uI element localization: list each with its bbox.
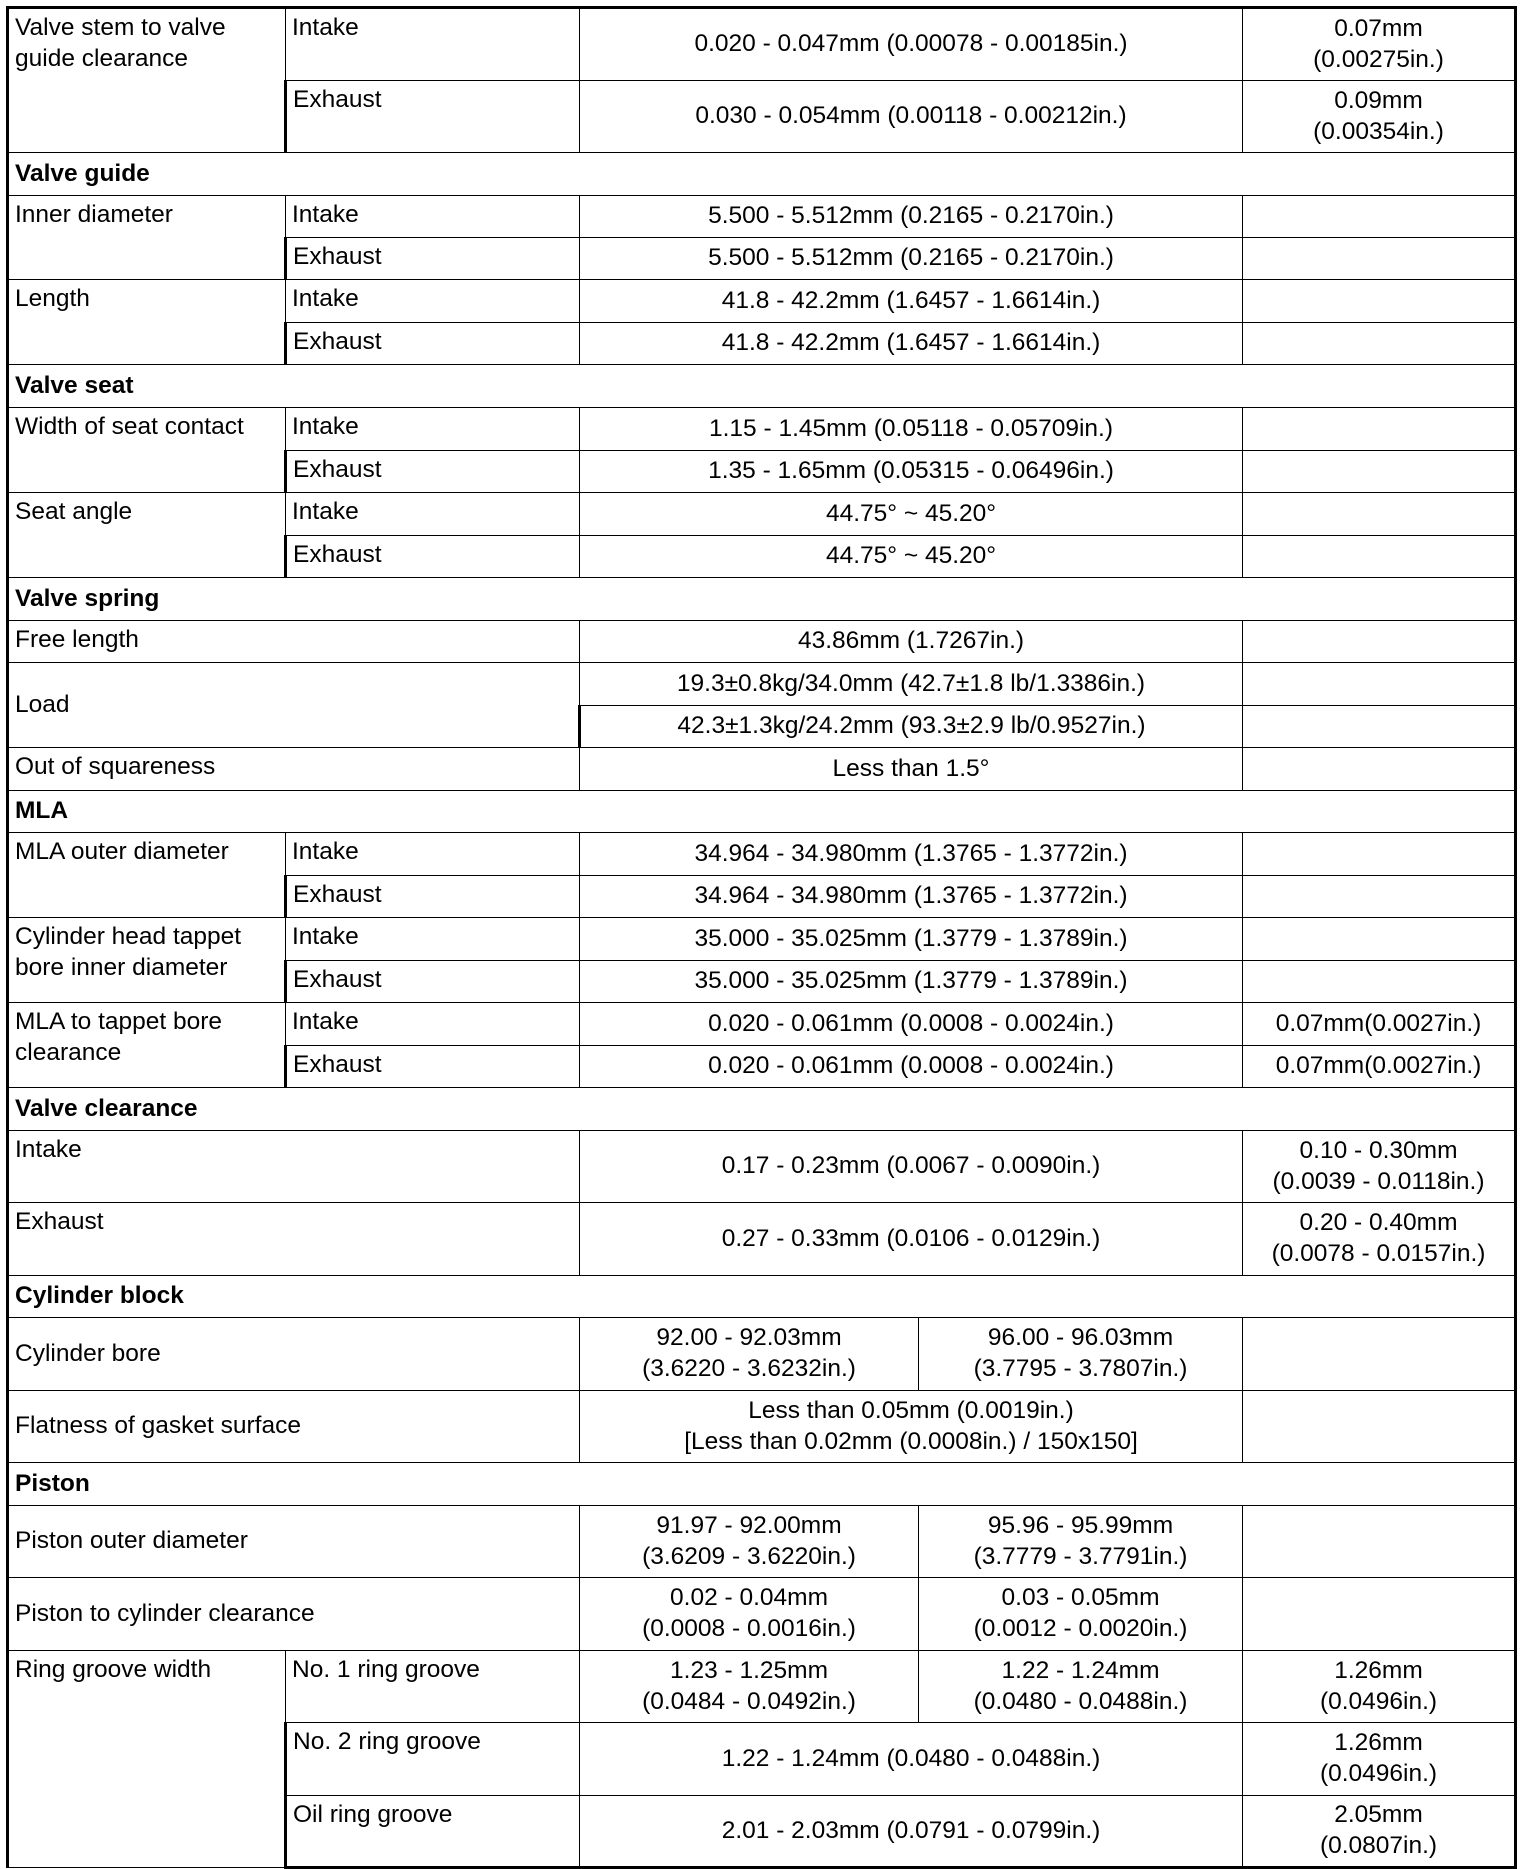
sub-label: Oil ring groove [286, 1796, 580, 1868]
standard-value: 41.8 - 42.2mm (1.6457 - 1.6614in.) [580, 323, 1243, 365]
sub-label: No. 2 ring groove [286, 1723, 580, 1796]
section-header-row [8, 791, 1516, 833]
limit-value: 0.20 - 0.40mm (0.0078 - 0.0157in.) [1243, 1203, 1516, 1276]
sub-label: Intake [286, 280, 580, 323]
row-label: Seat angle [8, 493, 286, 578]
limit-value [1243, 536, 1516, 578]
row-label: MLA to tappet bore clearance [8, 1003, 286, 1088]
standard-value: 0.020 - 0.047mm (0.00078 - 0.00185in.) [580, 8, 1243, 81]
limit-value [1243, 621, 1516, 663]
table-row [8, 748, 1516, 791]
section-header-row [8, 1463, 1516, 1506]
standard-value: 5.500 - 5.512mm (0.2165 - 0.2170in.) [580, 196, 1243, 238]
table-row [8, 833, 1516, 876]
limit-value [1243, 280, 1516, 323]
table-row [8, 918, 1516, 961]
limit-value [1243, 493, 1516, 536]
limit-value [1243, 663, 1516, 706]
standard-value: 19.3±0.8kg/34.0mm (42.7±1.8 lb/1.3386in.) [580, 663, 1243, 706]
limit-value: 0.07mm (0.00275in.) [1243, 8, 1516, 81]
table-row [8, 493, 1516, 536]
limit-value: 1.26mm (0.0496in.) [1243, 1723, 1516, 1796]
row-label: Length [8, 280, 286, 365]
limit-value [1243, 748, 1516, 791]
limit-value: 2.05mm (0.0807in.) [1243, 1796, 1516, 1868]
table-row [8, 196, 1516, 238]
table-row [8, 1391, 1516, 1463]
standard-value: 35.000 - 35.025mm (1.3779 - 1.3789in.) [580, 961, 1243, 1003]
table-row [8, 1506, 1516, 1578]
sub-label: Intake [286, 493, 580, 536]
row-label: Free length [8, 621, 580, 663]
section-header-row [8, 365, 1516, 408]
table-row [8, 1651, 1516, 1723]
limit-value [1243, 1578, 1516, 1651]
limit-value [1243, 196, 1516, 238]
row-label: Load [8, 663, 580, 748]
section-header-piston: Piston [8, 1463, 1516, 1506]
section-header-valve-guide: Valve guide [8, 153, 1516, 196]
sub-label: Intake [286, 196, 580, 238]
section-header-valve-seat: Valve seat [8, 365, 1516, 408]
row-label: Cylinder bore [8, 1318, 580, 1391]
standard-value: 1.23 - 1.25mm (0.0484 - 0.0492in.) [580, 1651, 919, 1723]
limit-value [1243, 451, 1516, 493]
table-row [8, 280, 1516, 323]
table-row [8, 663, 1516, 706]
sub-label: Intake [286, 8, 580, 81]
standard-value: Less than 1.5° [580, 748, 1243, 791]
row-label: Intake [8, 1131, 580, 1203]
limit-value: 1.26mm (0.0496in.) [1243, 1651, 1516, 1723]
sub-label: Intake [286, 408, 580, 451]
row-label: Width of seat contact [8, 408, 286, 493]
limit-value [1243, 961, 1516, 1003]
table-row [8, 1203, 1516, 1276]
standard-value: 42.3±1.3kg/24.2mm (93.3±2.9 lb/0.9527in.) [580, 706, 1243, 748]
section-header-cylinder-block: Cylinder block [8, 1276, 1516, 1318]
section-header-mla: MLA [8, 791, 1516, 833]
table-row [8, 1578, 1516, 1651]
table-row [8, 408, 1516, 451]
row-label: Valve stem to valve guide clearance [8, 8, 286, 153]
sub-label: Exhaust [286, 451, 580, 493]
limit-value [1243, 1391, 1516, 1463]
row-label: Piston outer diameter [8, 1506, 580, 1578]
limit-value [1243, 323, 1516, 365]
limit-value: 0.10 - 0.30mm (0.0039 - 0.0118in.) [1243, 1131, 1516, 1203]
row-label: MLA outer diameter [8, 833, 286, 918]
table-row [8, 8, 1516, 81]
section-header-row [8, 578, 1516, 621]
row-label: Piston to cylinder clearance [8, 1578, 580, 1651]
standard-value: Less than 0.05mm (0.0019in.) [Less than 0.02mm (0.0008in.) / 150x150] [580, 1391, 1243, 1463]
limit-value [1243, 238, 1516, 280]
sub-label: Intake [286, 833, 580, 876]
standard-value: 95.96 - 95.99mm (3.7779 - 3.7791in.) [919, 1506, 1243, 1578]
standard-value: 0.02 - 0.04mm (0.0008 - 0.0016in.) [580, 1578, 919, 1651]
row-label: Exhaust [8, 1203, 580, 1276]
standard-value: 41.8 - 42.2mm (1.6457 - 1.6614in.) [580, 280, 1243, 323]
standard-value: 1.35 - 1.65mm (0.05315 - 0.06496in.) [580, 451, 1243, 493]
standard-value: 2.01 - 2.03mm (0.0791 - 0.0799in.) [580, 1796, 1243, 1868]
sub-label: Exhaust [286, 1046, 580, 1088]
table-row [8, 1131, 1516, 1203]
standard-value: 0.030 - 0.054mm (0.00118 - 0.00212in.) [580, 81, 1243, 153]
standard-value: 91.97 - 92.00mm (3.6209 - 3.6220in.) [580, 1506, 919, 1578]
standard-value: 0.17 - 0.23mm (0.0067 - 0.0090in.) [580, 1131, 1243, 1203]
standard-value: 92.00 - 92.03mm (3.6220 - 3.6232in.) [580, 1318, 919, 1391]
standard-value: 34.964 - 34.980mm (1.3765 - 1.3772in.) [580, 876, 1243, 918]
standard-value: 1.15 - 1.45mm (0.05118 - 0.05709in.) [580, 408, 1243, 451]
sub-label: Exhaust [286, 961, 580, 1003]
table-row [8, 621, 1516, 663]
standard-value: 1.22 - 1.24mm (0.0480 - 0.0488in.) [919, 1651, 1243, 1723]
limit-value: 0.09mm (0.00354in.) [1243, 81, 1516, 153]
sub-label: Exhaust [286, 876, 580, 918]
sub-label: Intake [286, 918, 580, 961]
row-label: Inner diameter [8, 196, 286, 280]
standard-value: 96.00 - 96.03mm (3.7795 - 3.7807in.) [919, 1318, 1243, 1391]
standard-value: 0.03 - 0.05mm (0.0012 - 0.0020in.) [919, 1578, 1243, 1651]
section-header-row [8, 153, 1516, 196]
sub-label: Intake [286, 1003, 580, 1046]
standard-value: 44.75° ~ 45.20° [580, 536, 1243, 578]
sub-label: No. 1 ring groove [286, 1651, 580, 1723]
limit-value: 0.07mm(0.0027in.) [1243, 1046, 1516, 1088]
standard-value: 0.020 - 0.061mm (0.0008 - 0.0024in.) [580, 1046, 1243, 1088]
sub-label: Exhaust [286, 536, 580, 578]
sub-label: Exhaust [286, 81, 580, 153]
section-header-row [8, 1088, 1516, 1131]
row-label: Out of squareness [8, 748, 580, 791]
standard-value: 35.000 - 35.025mm (1.3779 - 1.3789in.) [580, 918, 1243, 961]
standard-value: 0.020 - 0.061mm (0.0008 - 0.0024in.) [580, 1003, 1243, 1046]
limit-value [1243, 408, 1516, 451]
section-header-valve-spring: Valve spring [8, 578, 1516, 621]
standard-value: 1.22 - 1.24mm (0.0480 - 0.0488in.) [580, 1723, 1243, 1796]
standard-value: 0.27 - 0.33mm (0.0106 - 0.0129in.) [580, 1203, 1243, 1276]
row-label: Cylinder head tappet bore inner diameter [8, 918, 286, 1003]
section-header-row [8, 1276, 1516, 1318]
limit-value [1243, 833, 1516, 876]
table-row [8, 1003, 1516, 1046]
standard-value: 5.500 - 5.512mm (0.2165 - 0.2170in.) [580, 238, 1243, 280]
sub-label: Exhaust [286, 238, 580, 280]
row-label: Ring groove width [8, 1651, 286, 1868]
standard-value: 44.75° ~ 45.20° [580, 493, 1243, 536]
limit-value [1243, 706, 1516, 748]
sub-label: Exhaust [286, 323, 580, 365]
row-label: Flatness of gasket surface [8, 1391, 580, 1463]
limit-value [1243, 1318, 1516, 1391]
section-header-valve-clearance: Valve clearance [8, 1088, 1516, 1131]
standard-value: 43.86mm (1.7267in.) [580, 621, 1243, 663]
limit-value [1243, 918, 1516, 961]
limit-value [1243, 1506, 1516, 1578]
limit-value: 0.07mm(0.0027in.) [1243, 1003, 1516, 1046]
specification-table [6, 6, 1517, 1869]
standard-value: 34.964 - 34.980mm (1.3765 - 1.3772in.) [580, 833, 1243, 876]
limit-value [1243, 876, 1516, 918]
table-row [8, 1318, 1516, 1391]
